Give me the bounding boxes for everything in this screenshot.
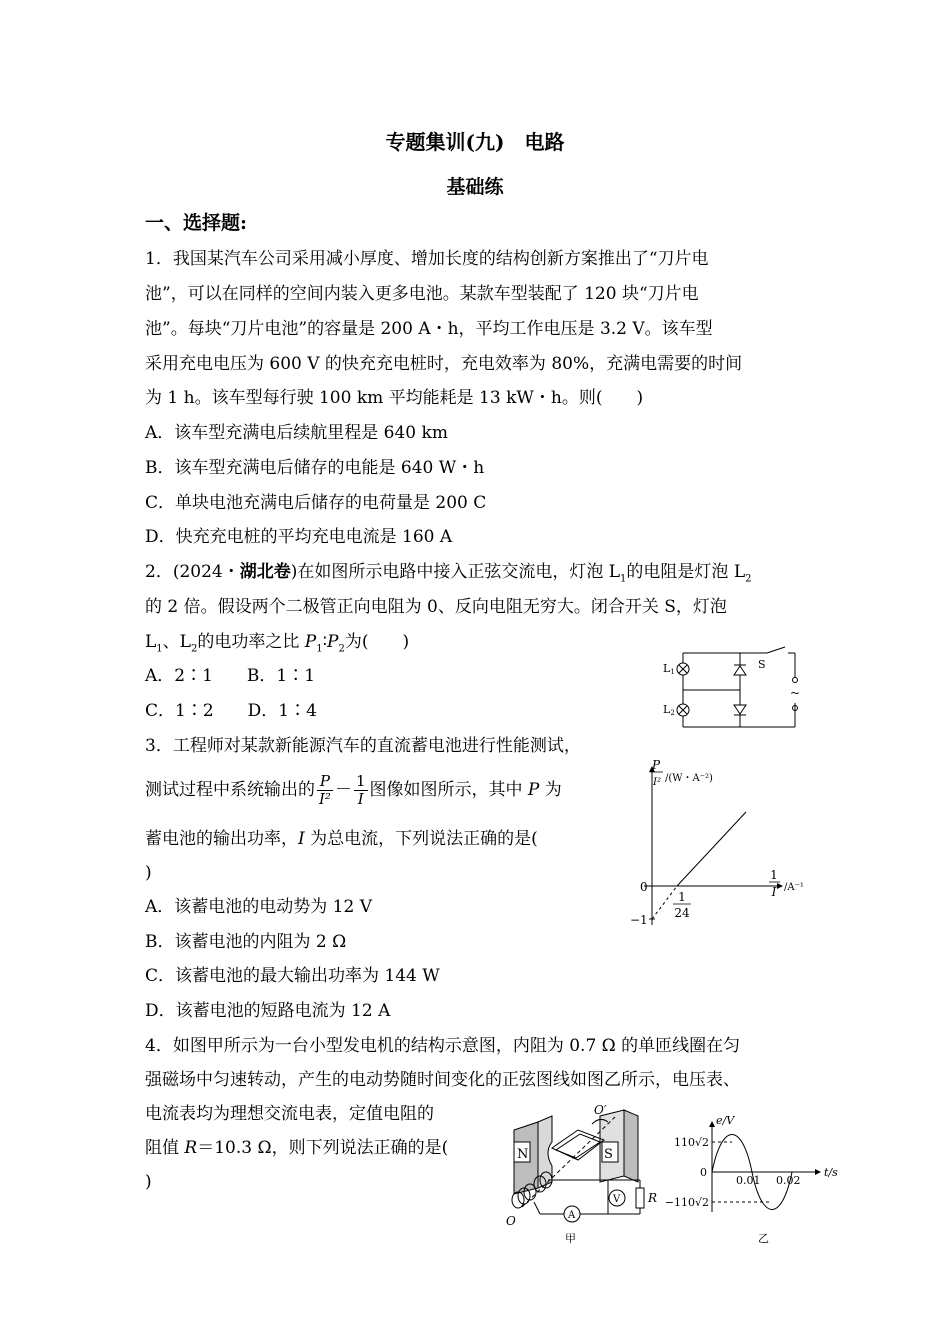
y-axis-label-den: I² [653,777,661,788]
q4-line: ) [145,1172,152,1192]
q2-circuit-figure [655,645,805,735]
y-axis-label: e/V [716,1114,735,1127]
q1-option: C．单块电池充满电后储存的电荷量是 200 C [145,493,487,513]
q3-line: 3．工程师对某款新能源汽车的直流蓄电池进行性能测试， [145,736,581,756]
tick-label-0-02: 0.02 [776,1174,801,1187]
y-intercept-label: −1 [630,913,648,927]
y-min-label: −110√2 [664,1196,709,1209]
y-axis-unit: /(W・A⁻²) [665,773,713,784]
x-axis-label: t/s [824,1166,838,1179]
x-axis-label-den: I [771,885,777,899]
q1-option: D．快充充电桩的平均充电电流是 160 A [145,527,453,547]
q1-line: 池”。每块“刀片电池”的容量是 200 A・h，平均工作电压是 3.2 V。该车型 [145,319,713,339]
q3-line: 蓄电池的输出功率，I 为总电流，下列说法正确的是( [145,829,538,849]
q2-line: 的 2 倍。假设两个二极管正向电阻为 0、反向电阻无穷大。闭合开关 S，灯泡 [145,597,727,617]
q4-line: 阻值 R＝10.3 Ω，则下列说法正确的是( [145,1138,449,1158]
lamp-l2-label: L2 [663,703,675,717]
q2-options: C．1∶2 D．1∶4 [145,701,317,721]
q1-option: A．该车型充满电后续航里程是 640 km [145,423,448,443]
q1-line: 为 1 h。该车型每行驶 100 km 平均能耗是 13 kW・h。则( ) [145,388,644,408]
page-subtitle: 基础练 [446,176,504,198]
q3-line: 测试过程中系统输出的 $\frac{P}{\text{I²}}$ － $\frac{1}{I}$ 图像如图所示，其中 P 为 [145,772,562,808]
q4-line: 电流表均为理想交流电表，定值电阻的 [145,1104,434,1124]
tick-label-0-01: 0.01 [736,1174,761,1187]
axis-o-prime-label: O′ [594,1103,607,1117]
ammeter-label: A [568,1210,576,1221]
q3-option: A．该蓄电池的电动势为 12 V [145,897,372,917]
n-pole-label: N [517,1147,529,1162]
q3-option: C．该蓄电池的最大输出功率为 144 W [145,966,440,986]
q2-line: $L_1$、$L_2$的电功率之比 $P_1∶P_2$为( ) [145,632,410,655]
s-pole-label: S [604,1147,613,1162]
q3-line: ) [145,863,152,883]
q1-line: 1．我国某汽车公司采用减小厚度、增加长度的结构创新方案推出了“刀片电 [145,249,709,269]
origin-label: 0 [640,880,648,894]
page-title: 专题集训(九) 电路 [385,130,565,154]
y-max-label: 110√2 [673,1136,709,1149]
q3-option: D．该蓄电池的短路电流为 12 A [145,1001,391,1021]
q2-line: 2．(2024・湖北卷)在如图所示电路中接入正弦交流电，灯泡 $L_1$的电阻是灯泡 $L_2$ [145,562,752,585]
x-axis-label-num: 1 [770,868,778,882]
figure-caption-jia: 甲 [565,1232,576,1245]
x-intercept-num: 1 [678,890,686,904]
q3-graph-figure [622,755,817,935]
figure-caption-yi: 乙 [758,1232,769,1245]
resistor-label: R [648,1191,658,1205]
q2-source: 湖北卷 [239,562,291,582]
q1-line: 采用充电电压为 600 V 的快充充电桩时，充电效率为 80%，充满电需要的时间 [145,354,743,374]
q4-line: 4．如图甲所示为一台小型发电机的结构示意图，内阻为 0.7 Ω 的单匝线圈在匀 [145,1036,741,1056]
switch-label: S [758,658,766,671]
origin-label: 0 [700,1166,707,1179]
q1-option: B．该车型充满电后储存的电能是 640 W・h [145,458,485,478]
q1-line: 池”，可以在同样的空间内装入更多电池。某款车型装配了 120 块“刀片电 [145,284,699,304]
lamp-l1-label: L1 [663,662,675,676]
axis-o-label: O [506,1214,516,1228]
fraction-p-over-i2: $\frac{P}{\text{I²}}$ [319,772,331,808]
x-intercept-den: 24 [674,906,690,920]
q2-options: A．2∶1 B．1∶1 [145,666,316,686]
voltmeter-label: V [613,1194,621,1205]
q3-option: B．该蓄电池的内阻为 2 Ω [145,932,347,952]
emf-sine-graph [664,1112,850,1247]
generator-diagram [500,1102,665,1252]
y-axis-label-num: P [651,758,661,772]
fraction-1-over-i: $\frac{1}{I}$ [355,772,366,808]
x-axis-unit: /A⁻¹ [784,882,804,893]
q4-line: 强磁场中匀速转动，产生的电动势随时间变化的正弦图线如图乙所示，电压表、 [145,1070,740,1090]
ac-source-symbol: ~ [790,686,801,700]
section-heading: 一、选择题: [145,212,248,234]
